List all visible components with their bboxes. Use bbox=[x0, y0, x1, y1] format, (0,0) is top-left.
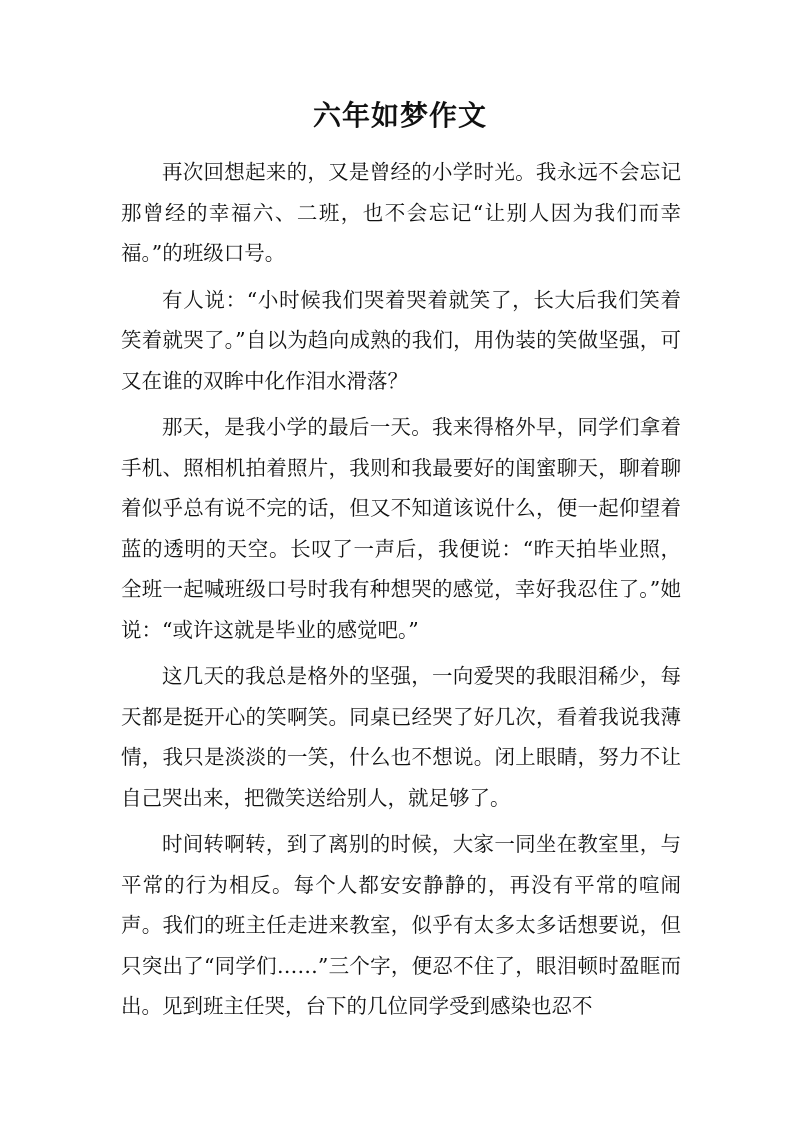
paragraph-5: 时间转啊转，到了离别的时候，大家一同坐在教室里，与平常的行为相反。每个人都安安静静的，再没有平常的喧闹声。我们的班主任走进来教室，似乎有太多太多话想要说，但只突出了“同学们……”三个字，便忍不住了，眼泪顿时盈眶而出。见到班主任哭，台下的几位同学受到感染也忍不 bbox=[121, 832, 681, 1018]
paragraph-1: 再次回想起来的，又是曾经的小学时光。我永远不会忘记那曾经的幸福六、二班，也不会忘记“让别人因为我们而幸福。”的班级口号。 bbox=[121, 160, 681, 265]
document-title: 六年如梦作文 bbox=[312, 99, 487, 132]
paragraph-3: 那天，是我小学的最后一天。我来得格外早，同学们拿着手机、照相机拍着照片，我则和我最要好的闺蜜聊天，聊着聊着似乎总有说不完的话，但又不知道该说什么，便一起仰望着蓝的透明的天空。长叹了一声后，我便说：“昨天拍毕业照，全班一起喊班级口号时我有种想哭的感觉，幸好我忍住了。”她说：“或许这就是毕业的感觉吧。” bbox=[121, 415, 681, 642]
paragraph-4: 这几天的我总是格外的坚强，一向爱哭的我眼泪稀少，每天都是挺开心的笑啊笑。同桌已经哭了好几次，看着我说我薄情，我只是淡淡的一笑，什么也不想说。闭上眼睛，努力不让自己哭出来，把微笑送给别人，就足够了。 bbox=[121, 664, 681, 810]
paragraph-2: 有人说：“小时候我们哭着哭着就笑了，长大后我们笑着笑着就哭了。”自以为趋向成熟的我们，用伪装的笑做坚强，可又在谁的双眸中化作泪水滑落？ bbox=[121, 287, 681, 393]
document-body bbox=[121, 152, 681, 1033]
